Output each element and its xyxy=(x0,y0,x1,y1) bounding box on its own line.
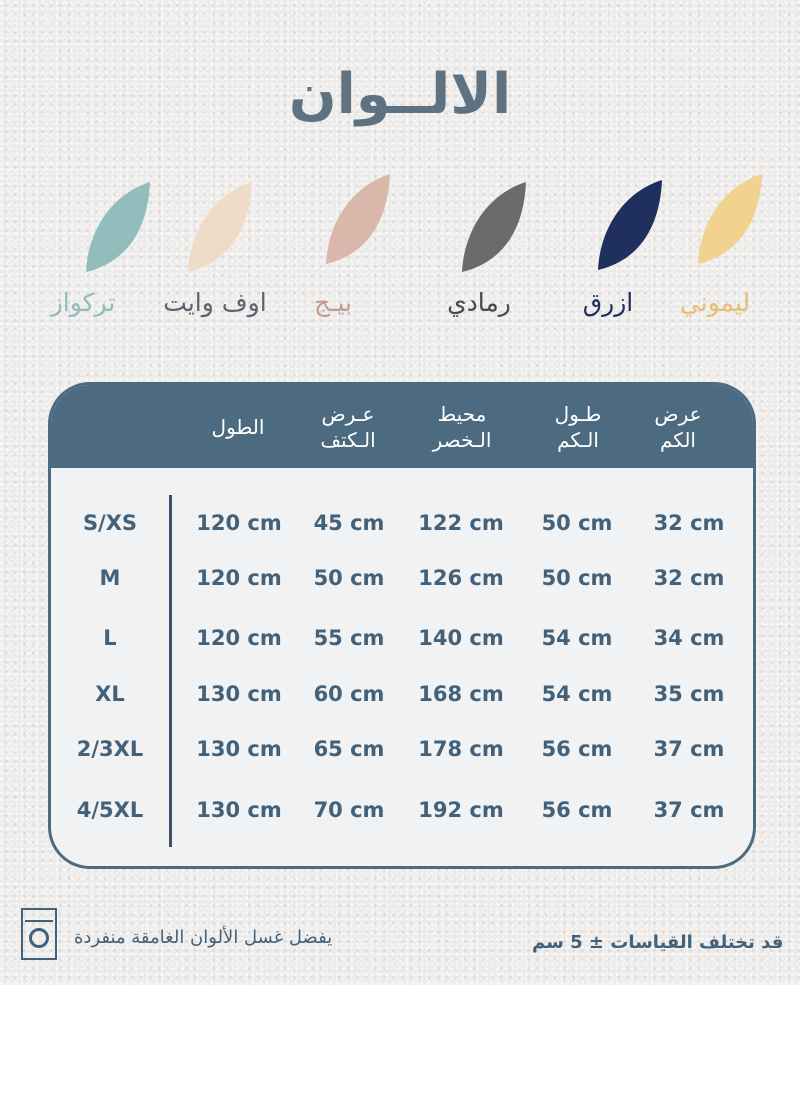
size-table xyxy=(48,382,756,869)
cell-waist: 178 cm xyxy=(418,737,504,761)
cell-length: 120 cm xyxy=(196,566,282,590)
size-label: 2/3XL xyxy=(76,737,144,761)
colors-title: الالــوان xyxy=(288,62,512,127)
cell-sleeve-length: 56 cm xyxy=(541,798,613,822)
cell-length: 120 cm xyxy=(196,626,282,650)
color-label-blue: ازرق xyxy=(582,288,634,317)
cell-waist: 168 cm xyxy=(418,682,504,706)
cell-sleeve-width: 32 cm xyxy=(653,511,725,535)
color-label-turquoise: تركواز xyxy=(50,288,116,317)
leaf-beige-swatch xyxy=(322,172,394,268)
size-label: XL xyxy=(95,682,125,706)
size-label: S/XS xyxy=(82,511,138,535)
color-label-grey: رمادي xyxy=(447,288,511,317)
table-divider xyxy=(169,495,172,847)
cell-sleeve-length: 56 cm xyxy=(541,737,613,761)
table-header xyxy=(51,385,753,468)
cell-shoulder: 60 cm xyxy=(313,682,385,706)
cell-sleeve-length: 50 cm xyxy=(541,511,613,535)
cell-shoulder: 45 cm xyxy=(313,511,385,535)
leaf-offwhite-swatch xyxy=(184,180,256,276)
header-sleeve-width: عرض الكم xyxy=(654,402,702,452)
cell-sleeve-length: 54 cm xyxy=(541,682,613,706)
cell-length: 120 cm xyxy=(196,511,282,535)
cell-shoulder: 55 cm xyxy=(313,626,385,650)
cell-length: 130 cm xyxy=(196,798,282,822)
header-length: الطول xyxy=(211,415,265,439)
measure-note: قد تختلف القياسات ± 5 سم xyxy=(532,932,784,953)
cell-sleeve-length: 50 cm xyxy=(541,566,613,590)
size-label: 4/5XL xyxy=(76,798,144,822)
cell-length: 130 cm xyxy=(196,737,282,761)
cell-shoulder: 70 cm xyxy=(313,798,385,822)
wash-note: يفضل غسل الألوان الغامقة منفردة xyxy=(74,927,333,948)
cell-length: 130 cm xyxy=(196,682,282,706)
color-label-offwhite: اوف وايت xyxy=(163,288,267,317)
cell-shoulder: 65 cm xyxy=(313,737,385,761)
size-label: L xyxy=(103,626,117,650)
size-label: M xyxy=(99,566,121,590)
cell-sleeve-width: 32 cm xyxy=(653,566,725,590)
color-label-lemon: ليموني xyxy=(679,288,751,317)
cell-sleeve-width: 37 cm xyxy=(653,798,725,822)
leaf-grey-swatch xyxy=(458,180,530,276)
cell-waist: 140 cm xyxy=(418,626,504,650)
cell-sleeve-length: 54 cm xyxy=(541,626,613,650)
cell-sleeve-width: 34 cm xyxy=(653,626,725,650)
cell-waist: 126 cm xyxy=(418,566,504,590)
washing-machine-icon xyxy=(21,908,57,960)
cell-shoulder: 50 cm xyxy=(313,566,385,590)
header-waist: محيط الـخصر xyxy=(432,402,492,452)
cell-waist: 122 cm xyxy=(418,511,504,535)
header-sleeve-length: طـول الـكم xyxy=(554,402,602,452)
cell-sleeve-width: 37 cm xyxy=(653,737,725,761)
header-shoulder-width: عـرض الـكتف xyxy=(320,402,376,452)
leaf-turquoise-swatch xyxy=(82,180,154,276)
color-label-beige: بيـج xyxy=(314,288,352,317)
cell-sleeve-width: 35 cm xyxy=(653,682,725,706)
leaf-blue-swatch xyxy=(594,178,666,274)
cell-waist: 192 cm xyxy=(418,798,504,822)
leaf-lemon-swatch xyxy=(694,172,766,268)
